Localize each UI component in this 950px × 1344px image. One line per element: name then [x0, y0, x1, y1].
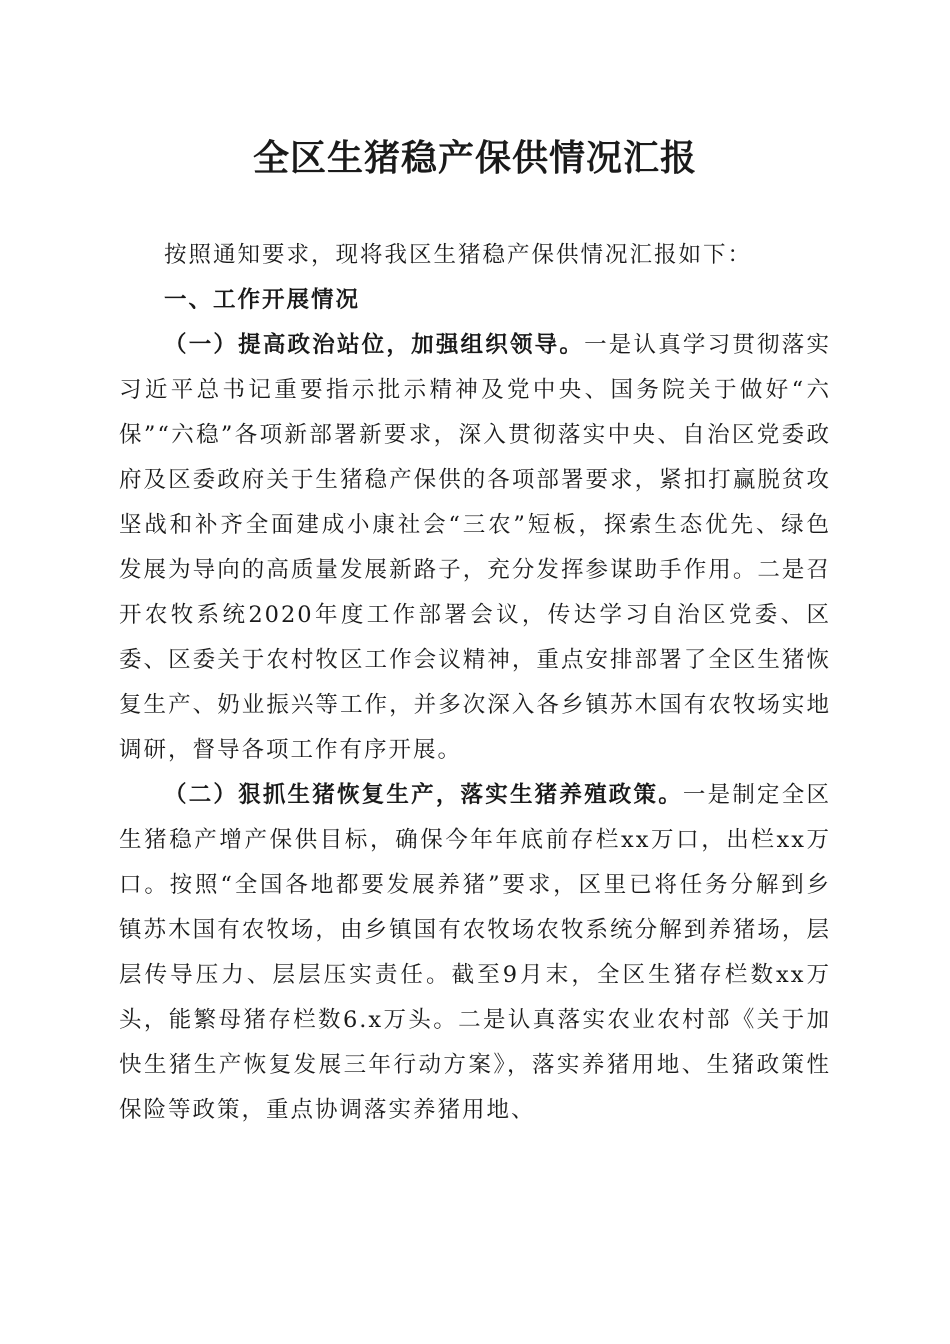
paragraph-item-2	[119, 773, 831, 1133]
item-1-heading: （一）提高政治站位，加强组织领导。	[164, 332, 585, 358]
paragraph-item-1	[119, 323, 831, 773]
intro-paragraph: 按照通知要求，现将我区生猪稳产保供情况汇报如下：	[164, 242, 753, 268]
item-2-text: 一是制定全区生猪稳产增产保供目标，确保今年年底前存栏xx万口，出栏xx万口。按照“全国各地都要发展养猪”要求，区里已将任务分解到乡镇苏木国有农牧场，由乡镇国有农牧场农牧系统分解到养猪场，层层传导压力、层层压实责任。截至9月末，全区生猪存栏数xx万头，能繁母猪存栏数6.x万头。二是认真落实农业农村部《关于加快生猪生产恢复发展三年行动方案》，落实养猪用地、生猪政策性保险等政策，重点协调落实养猪用地、	[119, 782, 831, 1123]
item-2-heading: （二）狠抓生猪恢复生产，落实生猪养殖政策。	[164, 782, 683, 808]
document-body	[119, 233, 831, 1133]
section-heading: 一、工作开展情况	[164, 287, 361, 313]
document-title: 全区生猪稳产保供情况汇报	[252, 137, 697, 179]
item-1-text: 一是认真学习贯彻落实习近平总书记重要指示批示精神及党中央、国务院关于做好“六保”“六稳”各项新部署新要求，深入贯彻落实中央、自治区党委政府及区委政府关于生猪稳产保供的各项部署要求，紧扣打赢脱贫攻坚战和补齐全面建成小康社会“三农”短板，探索生态优先、绿色发展为导向的高质量发展新路子，充分发挥参谋助手作用。二是召开农牧系统2020年度工作部署会议，传达学习自治区党委、区委、区委关于农村牧区工作会议精神，重点安排部署了全区生猪恢复生产、奶业振兴等工作，并多次深入各乡镇苏木国有农牧场实地调研，督导各项工作有序开展。	[119, 332, 831, 763]
